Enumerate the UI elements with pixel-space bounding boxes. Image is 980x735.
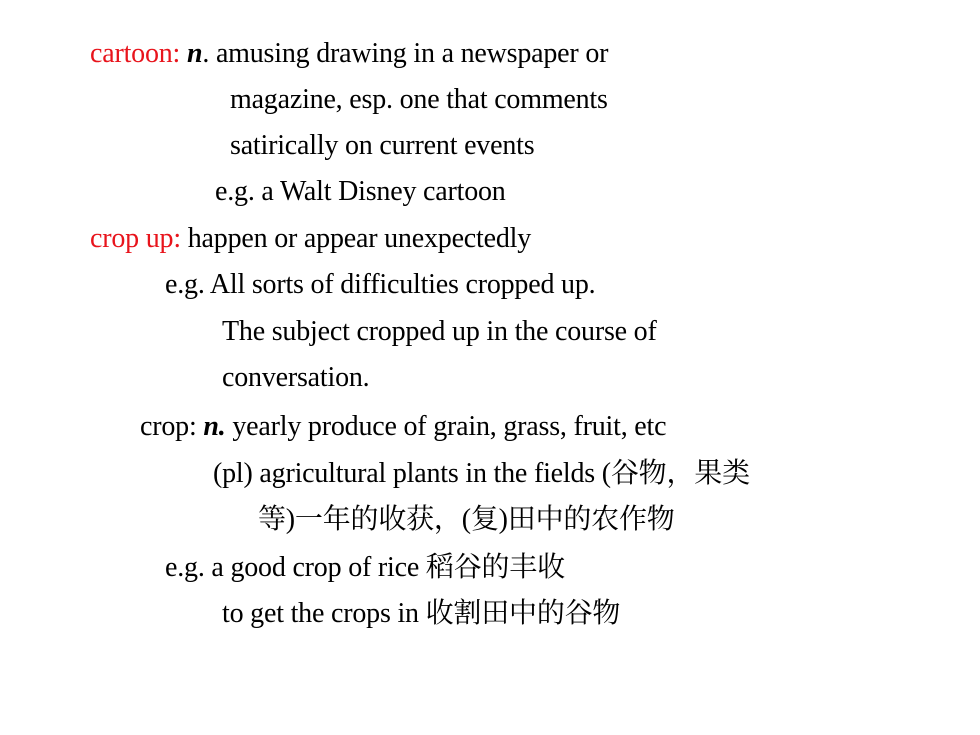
example-continuation: conversation. [222, 362, 370, 393]
example-sentence: The subject cropped up in the course of [222, 316, 657, 347]
definition-text: happen or appear unexpectedly [187, 223, 532, 254]
entry-crop-headline [140, 410, 666, 444]
example-sentence: e.g. a Walt Disney cartoon [215, 176, 506, 207]
entry-crop-up-headline [90, 222, 531, 256]
definition-text: yearly produce of grain, grass, fruit, etc [232, 411, 667, 442]
example-sentence: to get the crops in 收割田中的谷物 [222, 598, 621, 629]
term-crop: crop: [140, 411, 197, 442]
pos-label: n. [203, 411, 226, 442]
term-crop-up: crop up: [90, 223, 181, 254]
pos-label: n [186, 38, 203, 69]
definition-continuation: magazine, esp. one that comments [230, 84, 608, 115]
pos-suffix: . [202, 38, 210, 69]
example-sentence: e.g. a good crop of rice 稻谷的丰收 [165, 552, 565, 583]
definition-text: amusing drawing in a newspaper or [215, 38, 609, 69]
definition-continuation: 等)一年的收获，(复)田中的农作物 [258, 504, 675, 535]
definition-continuation: (pl) agricultural plants in the fields (谷物，果类 [213, 458, 750, 489]
example-sentence: e.g. All sorts of difficulties cropped up. [165, 269, 596, 300]
term-cartoon: cartoon: [90, 38, 181, 69]
entry-cartoon-headline [90, 37, 608, 71]
definition-continuation: satirically on current events [230, 130, 535, 161]
